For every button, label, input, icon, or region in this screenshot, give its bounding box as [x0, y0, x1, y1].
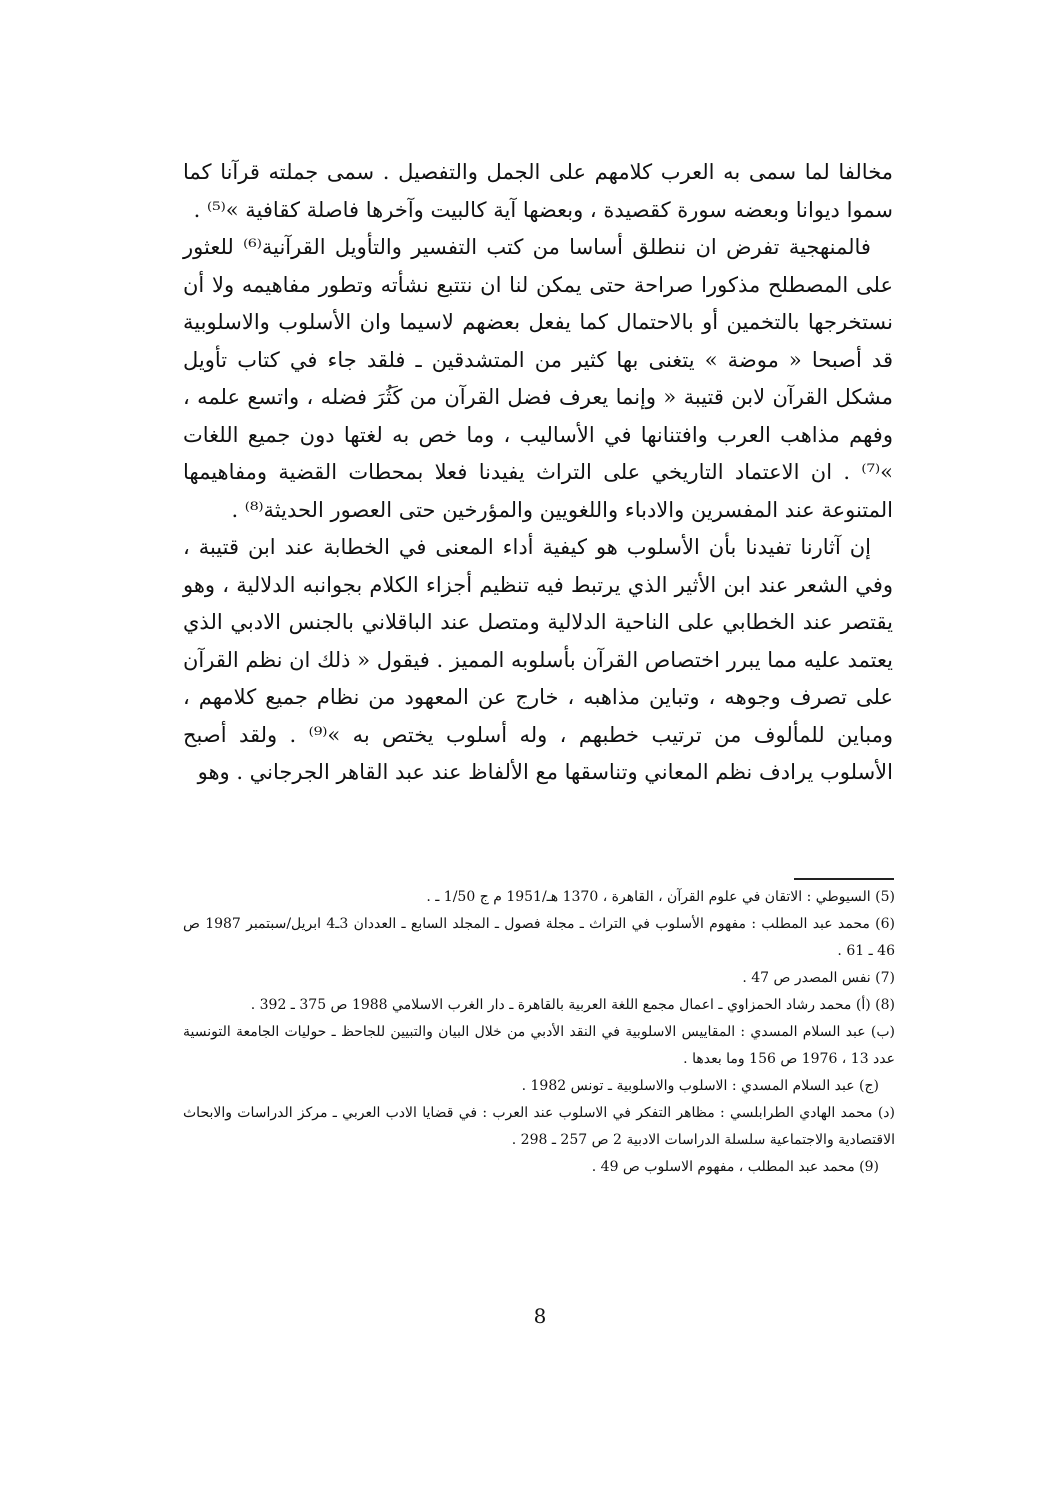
footnote-8b: (ب) عبد السلام المسدي : المقاييس الاسلوبية في النقد الأدبي من خلال البيان والتبيين للجاحظ ـ حوليات الجامعة التونسية عدد 13 ، 1976 ص 156 وما بعدها . — [183, 1024, 895, 1067]
footnote-8c: (ج) عبد السلام المسدي : الاسلوب والاسلوبية ـ تونس 1982 . — [521, 1078, 879, 1094]
main-text — [183, 154, 893, 792]
page-number: 8 — [533, 1304, 547, 1328]
footnote-separator — [794, 878, 894, 880]
footnote-8a: (8) (أ) محمد رشاد الحمزاوي ـ اعمال مجمع اللغة العربية بالقاهرة ـ دار الغرب الاسلامي 1988 ص 375 ـ 392 . — [250, 997, 895, 1013]
paragraph-3: إن آثارنا تفيدنا بأن الأسلوب هو كيفية أداء المعنى في الخطابة عند ابن قتيبة ، وفي الشعر عند ابن الأثير الذي يرتبط فيه تنظيم أجزاء الكلام بجوانبه الدلالية ، وهو يقتصر عند الخطابي على الناحية الدلالية ومتصل عند الباقلاني بالجنس الادبي الذي يعتمد عليه مما يبرر اختصاص القرآن بأسلوبه المميز . فيقول « ذلك ان نظم القرآن على تصرف وجوهه ، وتباين مذاهبه ، خارج عن المعهود من نظام جميع كلامهم ، ومباين للمألوف من ترتيب خطبهم ، وله أسلوب يختص به »⁽⁹⁾ . ولقد أصبح الأسلوب يرادف نظم المعاني وتناسقها مع الألفاظ عند عبد القاهر الجرجاني . وهو — [183, 535, 893, 784]
footnote-6: (6) محمد عبد المطلب : مفهوم الأسلوب في التراث ـ مجلة فصول ـ المجلد السابع ـ العددان 3ـ4 ابريل/سبتمبر 1987 ص 46 ـ 61 . — [183, 916, 895, 959]
footnote-5: (5) السيوطي : الاتقان في علوم القرآن ، القاهرة ، 1370 هـ/1951 م ج 1/50 ـ . — [426, 889, 895, 905]
footnote-7: (7) نفس المصدر ص 47 . — [742, 970, 895, 986]
footnotes — [183, 884, 895, 1181]
paragraph-1: مخالفا لما سمى به العرب كلامهم على الجمل والتفصيل . سمى جملته قرآنا كما سموا ديوانا وبعضه سورة كقصيدة ، وبعضها آية كالبيت وآخرها فاصلة كقافية »⁽⁵⁾ . — [183, 160, 893, 222]
footnote-8d: (د) محمد الهادي الطرابلسي : مظاهر التفكر في الاسلوب عند العرب : في قضايا الادب العربي ـ مركز الدراسات والابحاث الاقتصادية والاجتماعية سلسلة الدراسات الادبية 2 ص 257 ـ 298 . — [183, 1105, 895, 1148]
footnote-9: (9) محمد عبد المطلب ، مفهوم الاسلوب ص 49 . — [591, 1159, 879, 1175]
paragraph-2: فالمنهجية تفرض ان ننطلق أساسا من كتب التفسير والتأويل القرآنية⁽⁶⁾ للعثور على المصطلح مذكورا صراحة حتى يمكن لنا ان نتتبع نشأته وتطور مفاهيمه ولا أن نستخرجها بالتخمين أو بالاحتمال كما يفعل بعضهم لاسيما وان الأسلوب والاسلوبية قد أصبحا « موضة » يتغنى بها كثير من المتشدقين ـ فلقد جاء في كتاب تأويل مشكل القرآن لابن قتيبة « وإنما يعرف فضل القرآن من كَثُرَ فضله ، واتسع علمه ، وفهم مذاهب العرب وافتنانها في الأساليب ، وما خص به لغتها دون جميع اللغات »⁽⁷⁾ . ان الاعتماد التاريخي على التراث يفيدنا فعلا بمحطات القضية ومفاهيمها المتنوعة عند المفسرين والادباء واللغويين والمؤرخين حتى العصور الحديثة⁽⁸⁾ . — [183, 235, 893, 522]
